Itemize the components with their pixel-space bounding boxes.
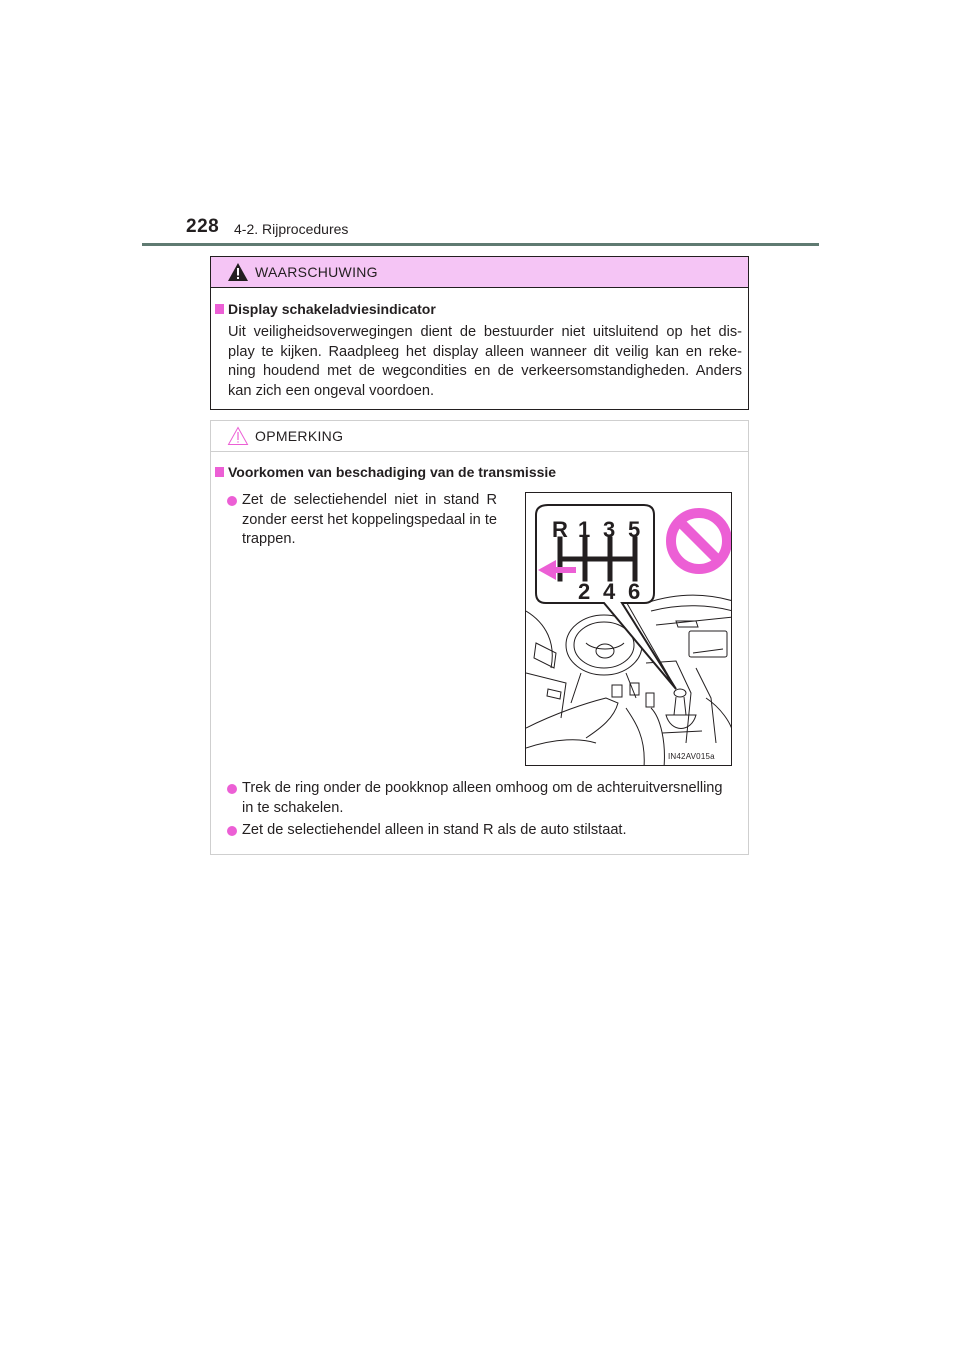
gear-shift-illustration (525, 492, 732, 766)
round-bullet-icon (227, 496, 237, 506)
note-item-3 (242, 821, 747, 841)
gear-label-5: 5 (628, 517, 641, 542)
gear-label-R: R (552, 517, 568, 542)
note-line: Zet de selectiehendel niet in stand R (242, 492, 497, 508)
round-bullet-icon (227, 826, 237, 836)
note-line: Zet de selectiehendel alleen in stand R als de auto stilstaat. (242, 822, 627, 838)
note-item-1 (242, 491, 497, 550)
warning-box (210, 256, 749, 410)
figure-code: IN42AV015a (668, 752, 715, 761)
note-item-2 (242, 779, 747, 818)
warning-line: play te kijken. Raadpleeg het display alleen wanneer dit veilig kan en reke- (228, 343, 742, 360)
warning-line: kan zich een ongeval voordoen. (228, 382, 435, 399)
warning-triangle-icon (227, 262, 249, 282)
warning-line: ning houdend met de wegcondities en de verkeersomstandigheden. Anders (228, 363, 742, 379)
car-interior-drawing (526, 493, 732, 766)
warning-title: Display schakeladviesindicator (228, 301, 436, 317)
note-line: zonder eerst het koppelingspedaal in te (242, 511, 497, 528)
page-header (0, 0, 960, 250)
square-bullet-icon (215, 467, 224, 477)
gear-label-2: 2 (578, 579, 591, 604)
note-line: in te schakelen. (242, 799, 344, 816)
note-label: OPMERKING (255, 428, 344, 444)
gear-label-1: 1 (578, 517, 591, 542)
note-title: Voorkomen van beschadiging van de transmissie (228, 464, 557, 480)
round-bullet-icon (227, 784, 237, 794)
gear-label-6: 6 (628, 579, 641, 604)
note-line: trappen. (242, 531, 296, 547)
warning-text (228, 323, 742, 401)
gear-label-4: 4 (603, 579, 616, 604)
prohibition-icon (671, 513, 727, 569)
warning-line: Uit veiligheidsoverwegingen dient de bestuurder niet uitsluitend op het dis- (228, 324, 742, 340)
section-title: 4-2. Rijprocedures (234, 221, 349, 237)
gear-label-3: 3 (603, 517, 616, 542)
square-bullet-icon (215, 304, 224, 314)
page-number: 228 (186, 216, 220, 237)
warning-header (211, 257, 748, 288)
caution-triangle-icon (227, 426, 249, 446)
warning-label: WAARSCHUWING (255, 264, 378, 280)
note-header (211, 421, 748, 452)
header-rule (142, 243, 819, 246)
note-line: Trek de ring onder de pookknop alleen omhoog om de achteruitversnelling (242, 780, 723, 796)
